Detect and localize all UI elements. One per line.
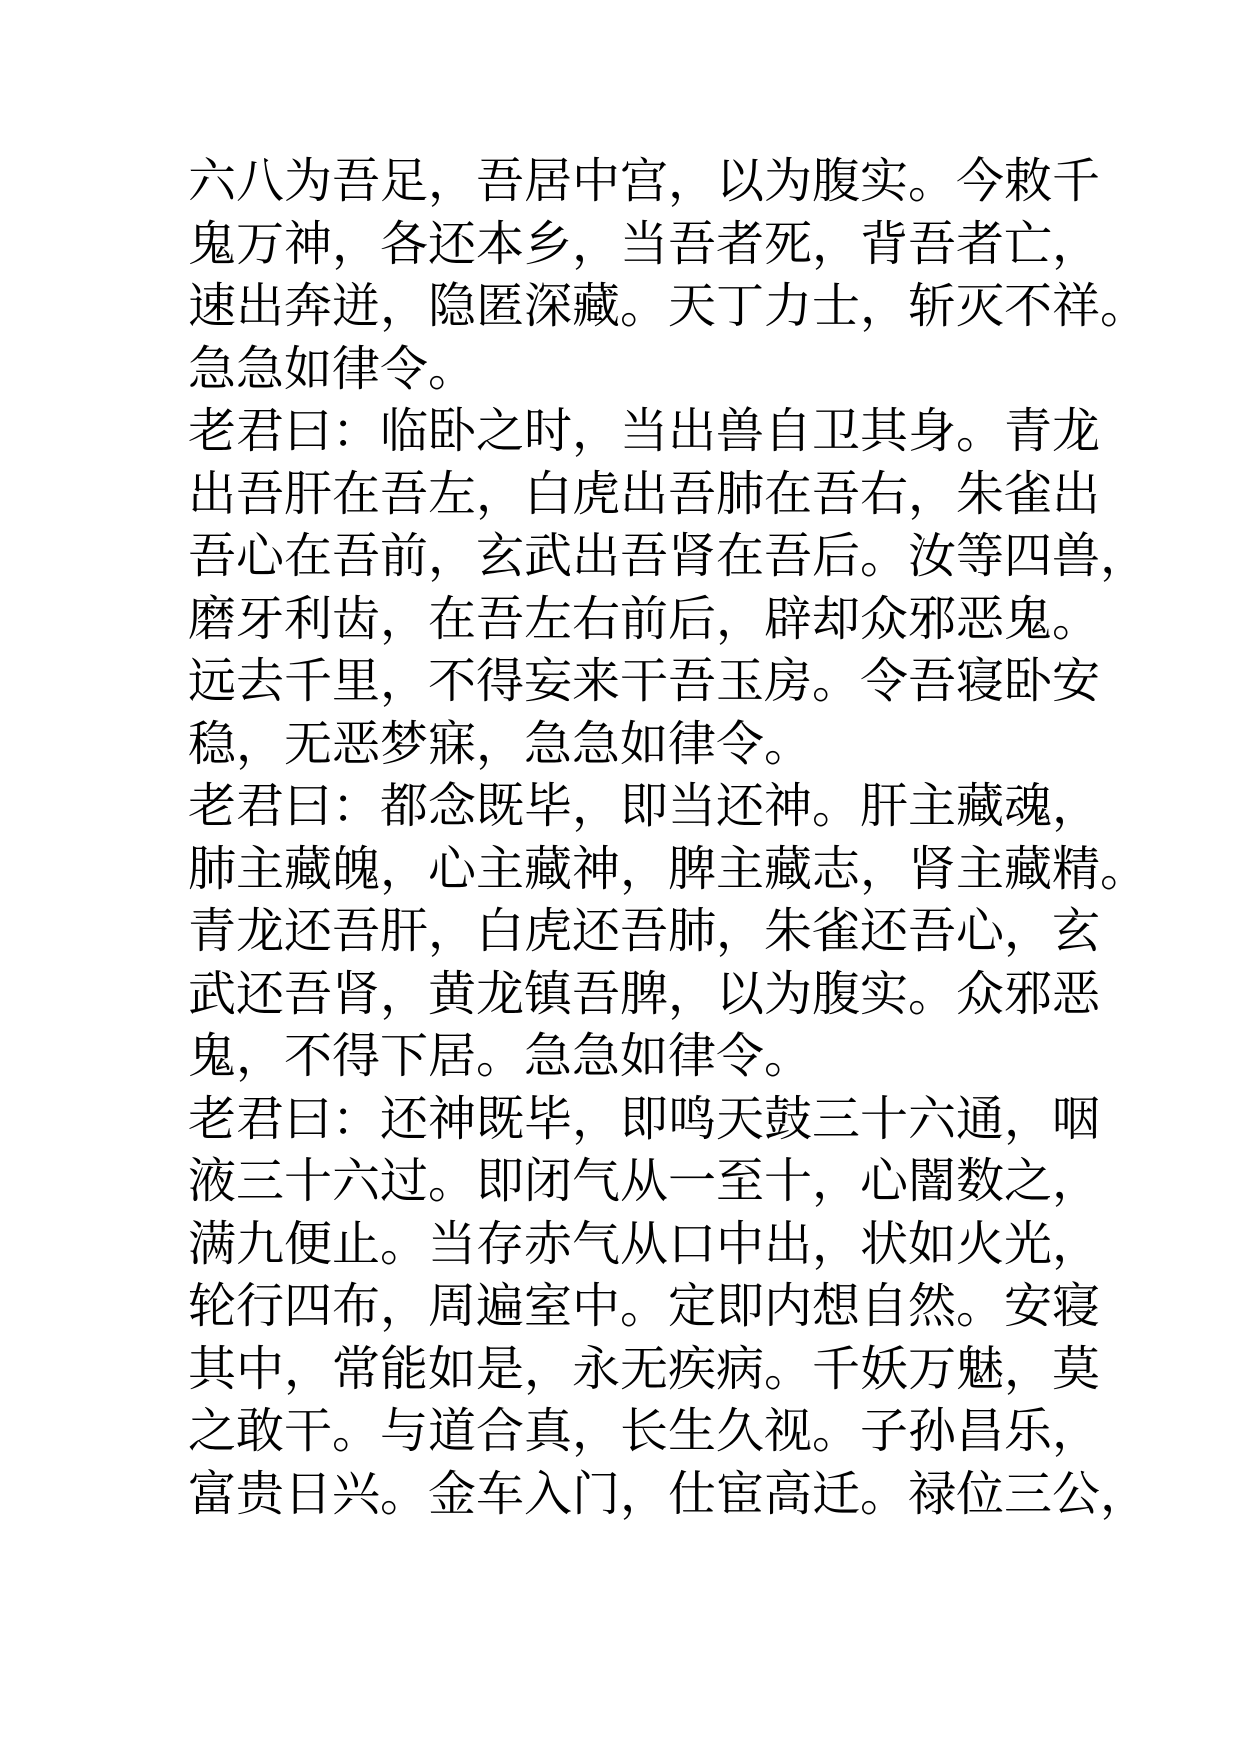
body-text (188, 150, 1149, 1525)
text-line-11: 老君曰：都念既毕，即当还神。肝主藏魂， (188, 778, 1101, 834)
text-line-5: 老君曰：临卧之时，当出兽自卫其身。青龙 (188, 403, 1101, 459)
text-line-19: 轮行四布，周遍室中。定即内想自然。安寝 (188, 1278, 1101, 1334)
text-line-2: 鬼万神，各还本乡，当吾者死，背吾者亡， (188, 215, 1101, 272)
text-line-9: 远去千里，不得妄来干吾玉房。令吾寝卧安 (188, 653, 1101, 709)
text-line-16: 老君曰：还神既毕，即鸣天鼓三十六通，咽 (188, 1090, 1101, 1147)
text-line-15: 鬼，不得下居。急急如律令。 (188, 1028, 813, 1084)
text-line-12: 肺主藏魄，心主藏神，脾主藏志，肾主藏精。 (188, 840, 1149, 897)
text-line-8: 磨牙利齿，在吾左右前后，辟却众邪恶鬼。 (188, 590, 1101, 647)
text-line-22: 富贵日兴。金车入门，仕宦高迁。禄位三公， (188, 1465, 1149, 1522)
text-line-6: 出吾肝在吾左，白虎出吾肺在吾右，朱雀出 (188, 465, 1101, 522)
text-line-14: 武还吾肾，黄龙镇吾脾，以为腹实。众邪恶 (188, 965, 1101, 1022)
text-line-1: 六八为吾足，吾居中宫，以为腹实。今敕千 (188, 153, 1101, 209)
text-line-17: 液三十六过。即闭气从一至十，心闇数之， (188, 1153, 1101, 1209)
text-line-21: 之敢干。与道合真，长生久视。子孙昌乐， (188, 1403, 1101, 1459)
text-line-4: 急急如律令。 (188, 340, 477, 397)
text-line-18: 满九便止。当存赤气从口中出，状如火光， (188, 1215, 1101, 1272)
text-line-3: 速出奔迸，隐匿深藏。天丁力士，斩灭不祥。 (188, 278, 1149, 334)
text-line-7: 吾心在吾前，玄武出吾肾在吾后。汝等四兽， (188, 528, 1149, 584)
text-line-20: 其中，常能如是，永无疾病。千妖万魅，莫 (188, 1340, 1101, 1397)
text-line-10: 稳，无恶梦寐，急急如律令。 (188, 715, 813, 772)
text-line-13: 青龙还吾肝，白虎还吾肺，朱雀还吾心，玄 (188, 903, 1101, 959)
